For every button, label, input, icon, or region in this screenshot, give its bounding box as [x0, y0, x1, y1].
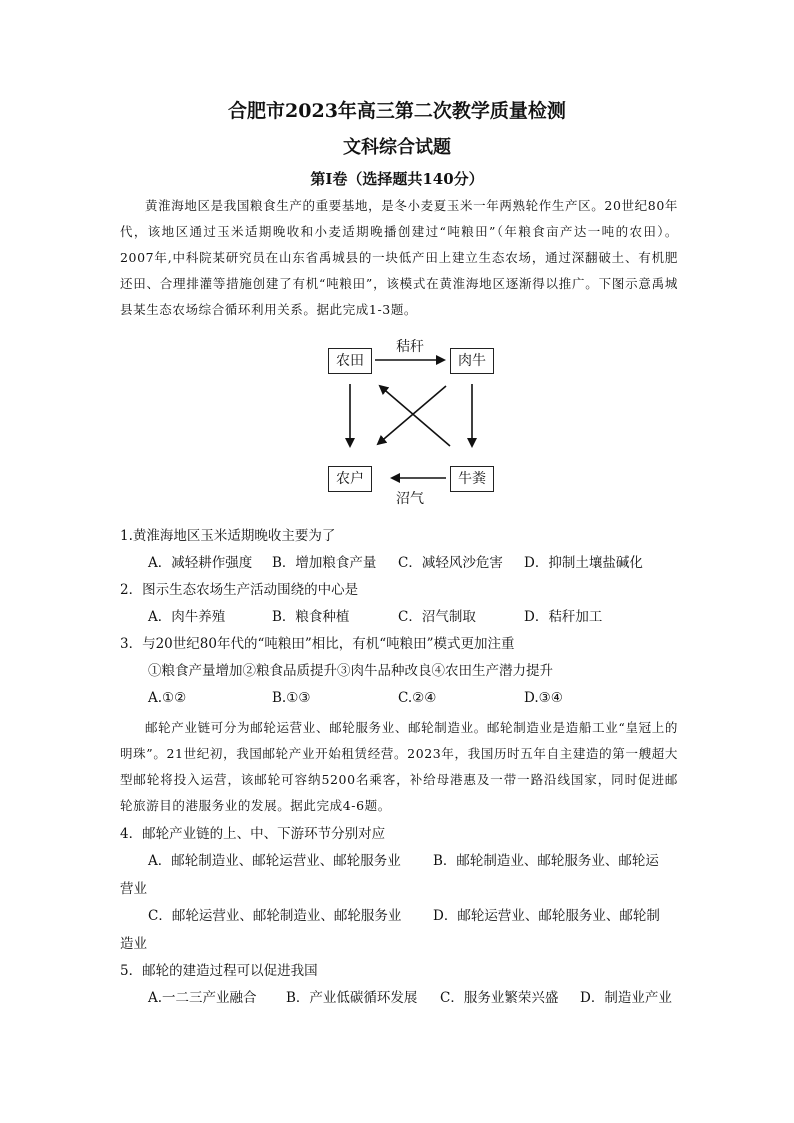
- q3-option-b: B.①③: [272, 690, 311, 706]
- q4-option-c: C．邮轮运营业、邮轮制造业、邮轮服务业: [148, 908, 402, 924]
- q5-option-b: B．产业低碳循环发展: [286, 990, 418, 1006]
- node-field: 农田: [328, 348, 372, 374]
- q4-option-b-wrap: 营业: [120, 881, 147, 897]
- node-cattle: 肉牛: [450, 348, 494, 374]
- node-farmer: 农户: [328, 466, 372, 492]
- cycle-diagram: [300, 336, 540, 512]
- q2-option-b: B．粮食种植: [272, 609, 350, 625]
- page-title: 合肥市2023年高三第二次教学质量检测: [228, 100, 566, 122]
- q4-option-a: A．邮轮制造业、邮轮运营业、邮轮服务业: [148, 853, 401, 869]
- q1-option-b: B．增加粮食产量: [272, 555, 377, 571]
- section-heading: 第Ⅰ卷（选择题共140分）: [310, 170, 484, 188]
- arrow-dung-to-field: [380, 386, 450, 446]
- q5-option-a: A.一二三产业融合: [148, 990, 257, 1006]
- q3-option-a: A.①②: [148, 690, 187, 706]
- q3-option-c: C.②④: [398, 690, 437, 706]
- question-1-stem: 1.黄淮海地区玉米适期晚收主要为了: [120, 528, 336, 544]
- passage-1: 黄淮海地区是我国粮食生产的重要基地，是冬小麦夏玉米一年两熟轮作生产区。20世纪80年代，该地区通过玉米适期晚收和小麦适期晚播创建过“吨粮田”（年粮食亩产达一吨的农田）。2007年,中科院某研究员在山东省禹城县的一块低产田上建立生态农场，通过深翻破土、有机肥还田、合理排灌等措施创建了有机“吨粮田”，该模式在黄淮海地区逐渐得以推广。下图示意禹城县某生态农场综合循环利用关系。据此完成1-3题。: [120, 198, 678, 317]
- q1-option-a: A．减轻耕作强度: [148, 555, 253, 571]
- question-3-stem: 3．与20世纪80年代的“吨粮田”相比，有机“吨粮田”模式更加注重: [120, 636, 515, 652]
- arrow-cattle-to-farmer: [378, 386, 446, 444]
- question-3-statements: ①粮食产量增加②粮食品质提升③肉牛品种改良④农田生产潜力提升: [148, 663, 553, 679]
- q4-option-b: B．邮轮制造业、邮轮服务业、邮轮运: [433, 853, 659, 869]
- passage-2: 邮轮产业链可分为邮轮运营业、邮轮服务业、邮轮制造业。邮轮制造业是造船工业“皇冠上的明珠”。21世纪初，我国邮轮产业开始租赁经营。2023年，我国历时五年自主建造的第一艘超大型邮轮将投入运营，该邮轮可容纳5200名乘客，补给母港惠及一带一路沿线国家，同时促进邮轮旅游目的港服务业的发展。据此完成4-6题。: [120, 720, 678, 813]
- q4-option-d-wrap: 造业: [120, 936, 147, 952]
- edge-label-biogas: 沼气: [396, 491, 424, 507]
- q5-option-c: C．服务业繁荣兴盛: [440, 990, 559, 1006]
- q3-option-d: D.③④: [524, 690, 563, 706]
- page-subtitle: 文科综合试题: [343, 137, 451, 158]
- q1-option-d: D．抑制土壤盐碱化: [524, 555, 643, 571]
- q2-option-c: C．沼气制取: [398, 609, 476, 625]
- edge-label-straw: 秸秆: [396, 339, 424, 355]
- question-5-stem: 5．邮轮的建造过程可以促进我国: [120, 963, 318, 979]
- q4-option-d: D．邮轮运营业、邮轮服务业、邮轮制: [433, 908, 660, 924]
- q2-option-d: D．秸秆加工: [524, 609, 603, 625]
- question-4-stem: 4．邮轮产业链的上、中、下游环节分别对应: [120, 826, 386, 842]
- q5-option-d: D．制造业产业: [580, 990, 672, 1006]
- q1-option-c: C．减轻风沙危害: [398, 555, 503, 571]
- q2-option-a: A．肉牛养殖: [148, 609, 226, 625]
- question-2-stem: 2．图示生态农场生产活动围绕的中心是: [120, 582, 359, 598]
- node-dung: 牛粪: [450, 466, 494, 492]
